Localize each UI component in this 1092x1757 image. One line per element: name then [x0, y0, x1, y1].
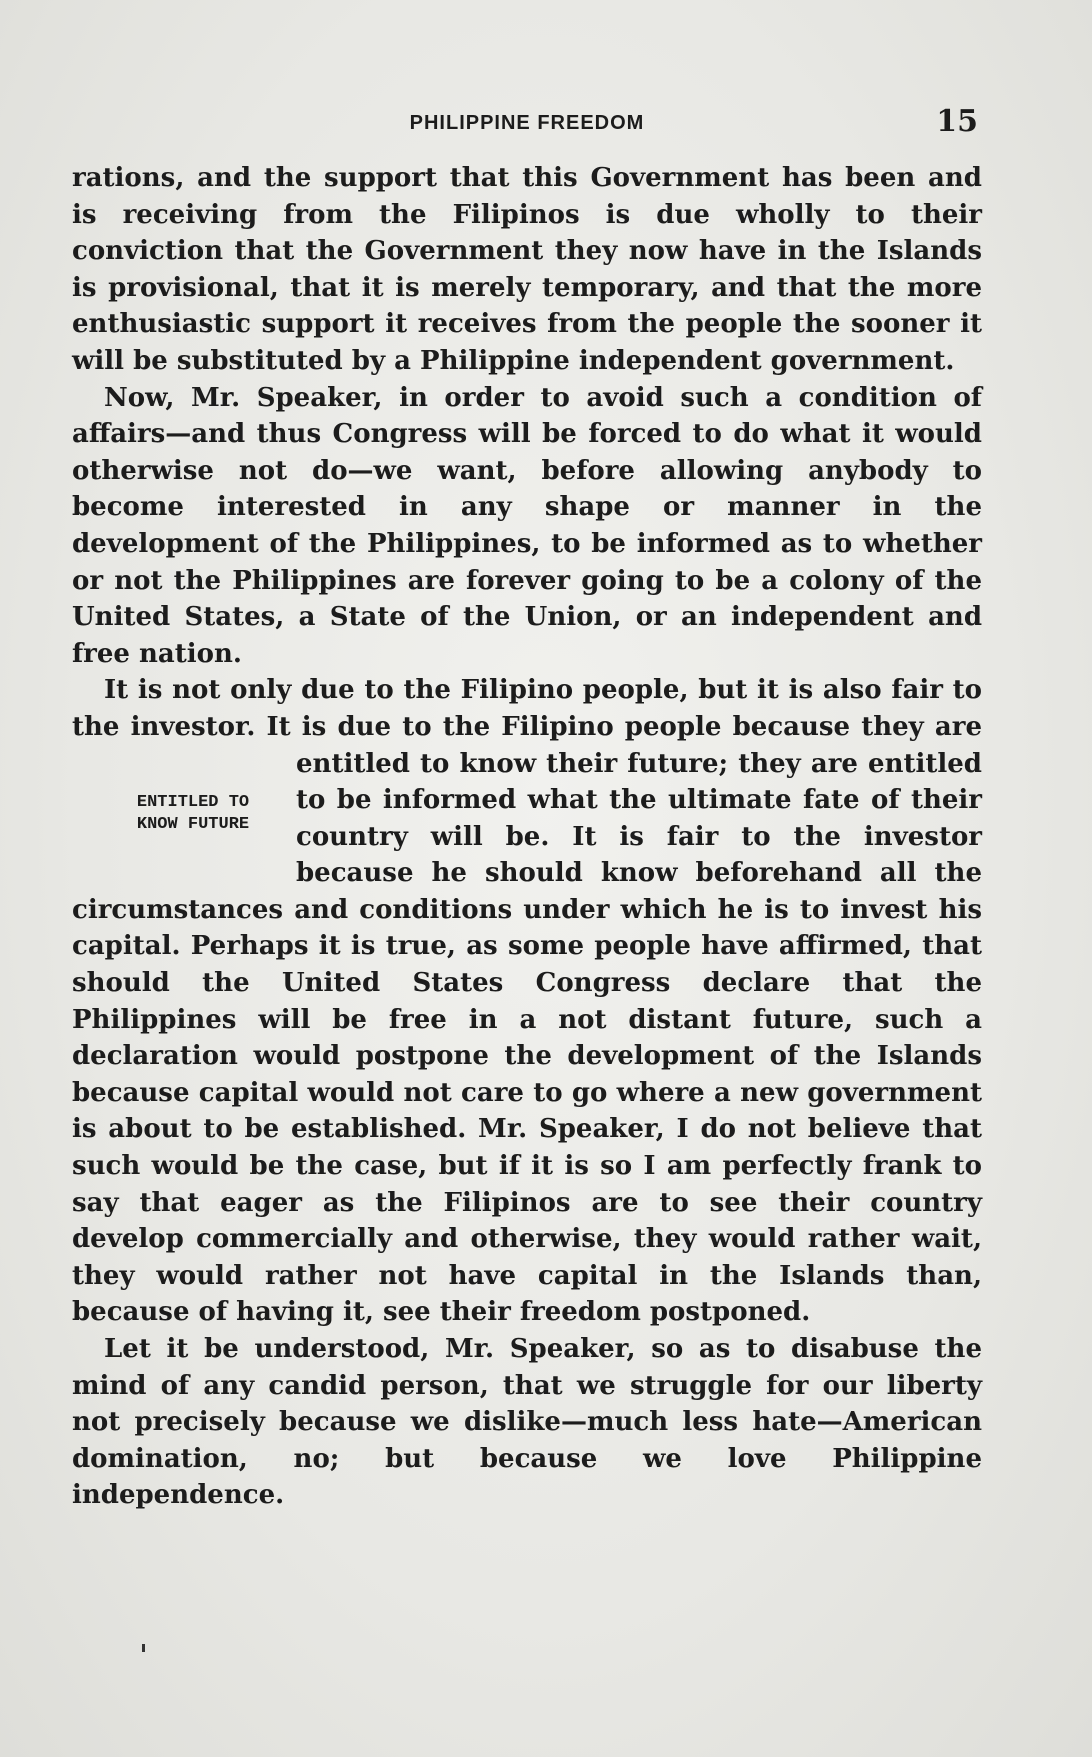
- margin-note-line-1: ENTITLED TO: [136, 792, 250, 812]
- paragraph-3-rest: entitled to be informed what the ultimate fate of their country will be. It is fair to the investor because he should know beforehand all the circumstances and conditions under which he is to invest his capital. Perhaps it is true, as some people have affirmed, that should the United States Congress declare that the Philippines will be free in a not distant future, such a declaration would postpone the development of the Islands because capital would not care to go where a new government is about to be established. Mr. Speaker, I do not believe that such would be the case, but if it is so I am perfectly frank to say that eager as the Filipinos are to see their country develop commercially and otherwise, they would rather wait, they would rather not have capital in the Islands than, because of having it, see their freedom postponed.: [72, 748, 982, 1328]
- paragraph-4: Let it be understood, Mr. Speaker, so as to disabuse the mind of any candid person, that we struggle for our liberty not precisely because we dislike—much less hate—American domination, no; but because we love Philippine independence.: [72, 1334, 982, 1511]
- print-speck: [142, 1644, 145, 1652]
- margin-note-line-2: KNOW FUTURE: [136, 814, 250, 834]
- page-number: 15: [936, 104, 978, 139]
- margin-note: [72, 782, 282, 892]
- paragraph-3-start: It is not only due to the Filipino people, but it is also fair to the investor. It is due to the Filipino people because they are entitled to know their future; they are: [72, 675, 982, 779]
- page-header: [72, 104, 982, 144]
- running-title: PHILIPPINE FREEDOM: [409, 112, 645, 134]
- page-body: [72, 160, 982, 1514]
- paragraph-1: rations, and the support that this Government has been and is receiving from the Filipinos is due wholly to their conviction that the Government they now have in the Islands is provisional, that it is merely temporary, and that the more enthusiastic support it receives from the people the sooner it will be substituted by a Philippine independent government.: [72, 163, 982, 376]
- paragraph-3: [72, 672, 982, 1331]
- paragraph-2: Now, Mr. Speaker, in order to avoid such a condition of affairs—and thus Congress will be forced to do what it would otherwise not do—we want, before allowing anybody to become interested in any shape or manner in the development of the Philippines, to be informed as to whether or not the Philippines are forever going to be a colony of the United States, a State of the Union, or an independent and free nation.: [72, 382, 982, 669]
